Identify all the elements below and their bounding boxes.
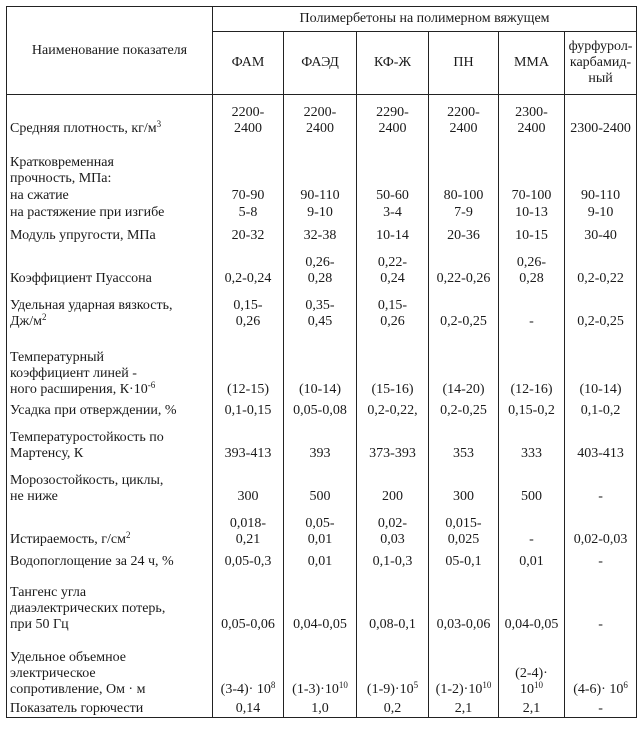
row-label-text: на растяжение при изгибе <box>10 204 165 220</box>
table-cell: 500 <box>284 462 357 505</box>
table-cell: (10-14) <box>565 330 637 398</box>
row-label <box>7 548 213 570</box>
table-cell: 7-9 <box>429 204 499 221</box>
table-cell <box>357 137 429 187</box>
table-cell: 0,35- 0,45 <box>284 287 357 330</box>
table-cell <box>499 633 565 698</box>
table-cell: (12-16) <box>499 330 565 398</box>
table-cell: - <box>565 570 637 633</box>
table-cell: 373-393 <box>357 419 429 462</box>
row-label-text: Морозостойкость, циклы, не ниже <box>10 472 164 504</box>
column-header: ПН <box>429 32 499 95</box>
table-cell: 0,2 <box>357 698 429 718</box>
table-cell: 1,0 <box>284 698 357 718</box>
table-row <box>7 419 637 462</box>
table-cell: (14-20) <box>429 330 499 398</box>
cell-exponent: 5 <box>413 679 419 690</box>
table-cell: 0,2-0,25 <box>429 398 499 419</box>
table-cell: - <box>565 698 637 718</box>
cell-exponent: 10 <box>482 679 492 690</box>
row-label <box>7 398 213 419</box>
table-body <box>7 95 637 718</box>
table-row <box>7 462 637 505</box>
table-cell: 0,14 <box>213 698 284 718</box>
row-label <box>7 137 213 187</box>
column-header: фурфурол- карбамид- ный <box>565 32 637 95</box>
table-cell <box>429 633 499 698</box>
table-cell: 9-10 <box>284 204 357 221</box>
column-header: ФАМ <box>213 32 284 95</box>
table-cell: 90-110 <box>284 187 357 204</box>
table-cell: 2200- 2400 <box>429 95 499 137</box>
table-cell: 0,01 <box>284 548 357 570</box>
table-cell: 0,05-0,08 <box>284 398 357 419</box>
table-cell: 80-100 <box>429 187 499 204</box>
table-cell <box>213 137 284 187</box>
row-label <box>7 505 213 548</box>
table-cell: 0,05- 0,01 <box>284 505 357 548</box>
table-cell: 10-13 <box>499 204 565 221</box>
row-label-text: Коэффициент Пуассона <box>10 270 152 286</box>
row-label-text: на сжатие <box>10 187 69 203</box>
table-cell: 500 <box>499 462 565 505</box>
table-cell: 2200- 2400 <box>213 95 284 137</box>
row-label-text: Температуростойкость по Мартенсу, К <box>10 429 164 461</box>
cell-exponent: 8 <box>270 679 276 690</box>
cell-value: (4-6)· 10 <box>573 681 624 697</box>
column-header: КФ-Ж <box>357 32 429 95</box>
table-cell <box>213 633 284 698</box>
row-label <box>7 95 213 137</box>
cell-exponent: 6 <box>623 679 628 690</box>
cell-value: (3-4)· 10 <box>220 681 271 697</box>
table-cell: 0,02-0,03 <box>565 505 637 548</box>
table-cell: 0,2-0,24 <box>213 244 284 287</box>
table-cell: 0,02- 0,03 <box>357 505 429 548</box>
table-cell: 2300- 2400 <box>499 95 565 137</box>
table-cell: 0,01 <box>499 548 565 570</box>
table-cell: (15-16) <box>357 330 429 398</box>
table-cell: 90-110 <box>565 187 637 204</box>
table-cell: 0,2-0,22, <box>357 398 429 419</box>
table-cell: 0,1-0,15 <box>213 398 284 419</box>
table-cell: 20-36 <box>429 221 499 244</box>
table-cell: 9-10 <box>565 204 637 221</box>
row-label-text: Модуль упругости, МПа <box>10 227 156 243</box>
table-cell: 2,1 <box>499 698 565 718</box>
table-cell: 70-100 <box>499 187 565 204</box>
row-label <box>7 187 213 204</box>
table-cell: 300 <box>429 462 499 505</box>
table-row <box>7 633 637 698</box>
row-label-text: Температурный коэффициент линей - ного расширения, К·10 <box>10 349 148 397</box>
table-row <box>7 187 637 204</box>
row-label <box>7 570 213 633</box>
table-cell: 0,04-0,05 <box>284 570 357 633</box>
table-cell: - <box>499 505 565 548</box>
row-label-text: Средняя плотность, кг/м <box>10 120 157 136</box>
table-cell: 0,05-0,3 <box>213 548 284 570</box>
table-cell: 2300-2400 <box>565 95 637 137</box>
table-row <box>7 330 637 398</box>
properties-table <box>6 6 637 718</box>
row-label-text: Усадка при отверждении, % <box>10 402 177 418</box>
cell-value: (1-3)·10 <box>292 681 339 697</box>
table-row <box>7 398 637 419</box>
table-cell: 0,08-0,1 <box>357 570 429 633</box>
table-cell <box>284 137 357 187</box>
group-header: Полимербетоны на полимерном вяжущем <box>213 7 637 32</box>
table-cell: 0,018- 0,21 <box>213 505 284 548</box>
table-row <box>7 95 637 137</box>
table-cell: 50-60 <box>357 187 429 204</box>
table-cell: 0,26- 0,28 <box>499 244 565 287</box>
table-cell: 393 <box>284 419 357 462</box>
table-row <box>7 548 637 570</box>
table-cell: 333 <box>499 419 565 462</box>
table-cell: 2290- 2400 <box>357 95 429 137</box>
row-label <box>7 330 213 398</box>
column-header: ММА <box>499 32 565 95</box>
row-label <box>7 462 213 505</box>
table-cell <box>565 633 637 698</box>
name-header: Наименование показателя <box>7 7 213 95</box>
table-cell: 0,2-0,25 <box>565 287 637 330</box>
table-cell <box>499 137 565 187</box>
table-cell: - <box>499 287 565 330</box>
table-row <box>7 505 637 548</box>
cell-value: (1-9)·10 <box>366 681 414 697</box>
table-row <box>7 221 637 244</box>
table-cell: 403-413 <box>565 419 637 462</box>
cell-value: (1-2)·10 <box>435 681 483 697</box>
table-cell: 0,2-0,22 <box>565 244 637 287</box>
row-label <box>7 633 213 698</box>
table-cell: (12-15) <box>213 330 284 398</box>
row-label <box>7 419 213 462</box>
row-label <box>7 244 213 287</box>
table-cell: 0,1-0,3 <box>357 548 429 570</box>
cell-value: (2-4)· 10 <box>515 665 548 697</box>
table-cell: 0,22-0,26 <box>429 244 499 287</box>
row-label <box>7 204 213 221</box>
row-label-superscript: -6 <box>147 379 156 390</box>
row-label-text: Истираемость, г/см <box>10 531 126 547</box>
table-cell: 5-8 <box>213 204 284 221</box>
table-row <box>7 570 637 633</box>
table-row <box>7 137 637 187</box>
table-cell: 0,03-0,06 <box>429 570 499 633</box>
row-label <box>7 698 213 718</box>
row-label-text: Кратковременная прочность, МПа: <box>10 154 114 186</box>
table-cell <box>357 633 429 698</box>
table-cell <box>284 633 357 698</box>
row-label <box>7 287 213 330</box>
row-label-text: Удельная ударная вязкость, Дж/м <box>10 297 173 329</box>
row-label-text: Удельное объемное электрическое сопротивление, Ом · м <box>10 649 146 697</box>
table-row <box>7 698 637 718</box>
table-cell <box>565 137 637 187</box>
table-cell: 0,1-0,2 <box>565 398 637 419</box>
table-cell: 0,04-0,05 <box>499 570 565 633</box>
table-row <box>7 204 637 221</box>
table-cell: - <box>565 548 637 570</box>
row-label-superscript: 2 <box>126 529 131 540</box>
table-cell: 10-15 <box>499 221 565 244</box>
row-label-text: Тангенс угла диаэлектрических потерь, при 50 Гц <box>10 584 166 632</box>
row-label-superscript: 2 <box>41 311 47 322</box>
table-cell: 0,15- 0,26 <box>357 287 429 330</box>
table-cell: 3-4 <box>357 204 429 221</box>
table-cell: 20-32 <box>213 221 284 244</box>
row-label-superscript: 3 <box>156 118 162 129</box>
table-cell: 0,26- 0,28 <box>284 244 357 287</box>
table-cell: 0,2-0,25 <box>429 287 499 330</box>
row-label-text: Водопоглощение за 24 ч, % <box>10 553 174 569</box>
table-cell: 0,015- 0,025 <box>429 505 499 548</box>
row-label-text: Показатель горючести <box>10 701 144 716</box>
table-cell: 2,1 <box>429 698 499 718</box>
cell-exponent: 10 <box>534 679 543 690</box>
table-cell: 0,05-0,06 <box>213 570 284 633</box>
table-cell: (10-14) <box>284 330 357 398</box>
column-header: ФАЭД <box>284 32 357 95</box>
table-cell: 0,15-0,2 <box>499 398 565 419</box>
cell-exponent: 10 <box>338 679 348 690</box>
table-cell: 393-413 <box>213 419 284 462</box>
table-cell: 0,15- 0,26 <box>213 287 284 330</box>
table-cell: 2200- 2400 <box>284 95 357 137</box>
row-label <box>7 221 213 244</box>
table-cell: 300 <box>213 462 284 505</box>
table-cell: 10-14 <box>357 221 429 244</box>
table-row <box>7 244 637 287</box>
table-cell: 200 <box>357 462 429 505</box>
table-cell: 70-90 <box>213 187 284 204</box>
table-cell <box>429 137 499 187</box>
table-cell: 05-0,1 <box>429 548 499 570</box>
table-cell: 0,22- 0,24 <box>357 244 429 287</box>
table-cell: - <box>565 462 637 505</box>
table-cell: 30-40 <box>565 221 637 244</box>
table-cell: 32-38 <box>284 221 357 244</box>
table-row <box>7 287 637 330</box>
table-cell: 353 <box>429 419 499 462</box>
